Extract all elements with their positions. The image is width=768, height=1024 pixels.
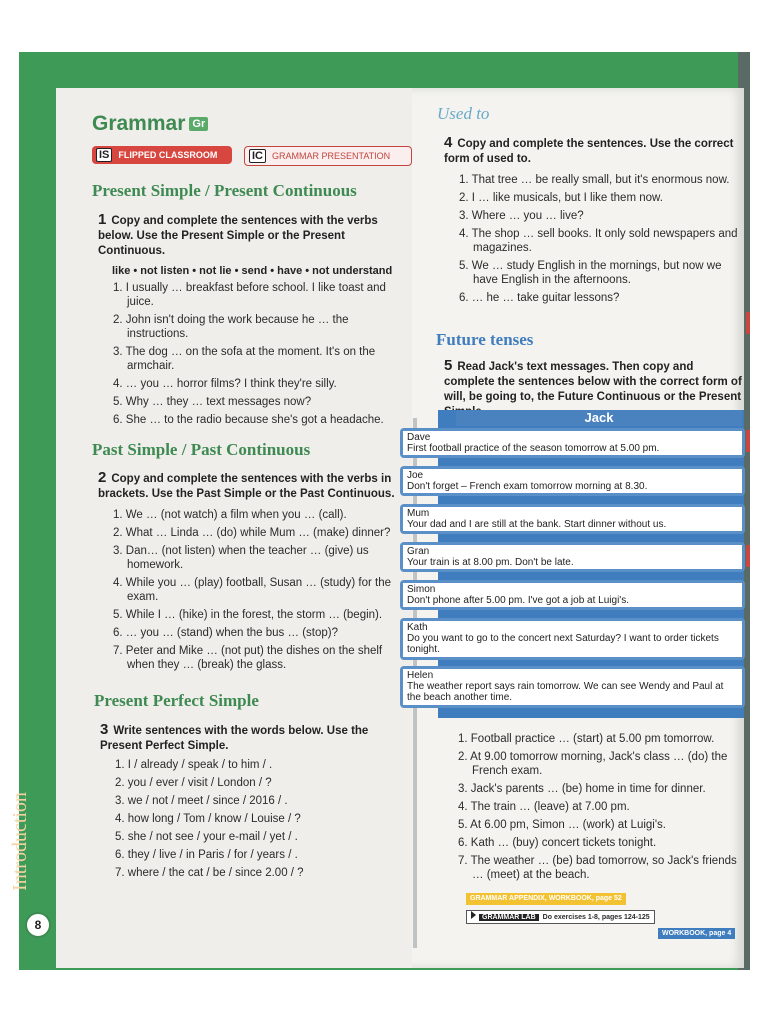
- exercise-number: 2: [98, 469, 107, 486]
- list-item: 1. That tree … be really small, but it's enormous now.: [459, 174, 730, 186]
- jack-header: Jack: [456, 410, 742, 426]
- message-text: Don't forget – French exam tomorrow morning at 8.30.: [407, 481, 648, 492]
- list-item: 5. We … study English in the mornings, but now we have English in the afternoons.: [459, 260, 722, 286]
- grammar-appendix-banner: GRAMMAR APPENDIX, WORKBOOK, page 52: [466, 893, 626, 905]
- grammar-badge: Gr: [189, 117, 208, 131]
- section-heading-used-to: Used to: [437, 104, 490, 123]
- grammar-lab-text: Do exercises 1-8, pages 124-125: [542, 914, 650, 921]
- list-item: 1. I usually … breakfast before school. I like toast and juice.: [113, 282, 386, 308]
- page-number: 8: [25, 912, 51, 938]
- message-card: [400, 428, 745, 458]
- list-item: 6. Kath … (buy) concert tickets tonight.: [458, 837, 657, 849]
- list-item: 3. The dog … on the sofa at the moment. It's on the armchair.: [113, 346, 376, 372]
- list-item: 2. What … Linda … (do) while Mum … (make) dinner?: [113, 527, 391, 539]
- list-item: 4. While you … (play) football, Susan … (study) for the exam.: [113, 577, 392, 603]
- section-heading-present: Present Simple / Present Continuous: [92, 181, 357, 200]
- exercise-5-sentences: [458, 732, 744, 886]
- list-item: 7. The weather … (be) bad tomorrow, so Jack's friends … (meet) at the beach.: [458, 855, 737, 881]
- exercise-1-list: [113, 281, 398, 427]
- message-card: [400, 466, 745, 496]
- exercise-4-text: Copy and complete the sentences. Use the correct form of used to.: [444, 138, 734, 165]
- list-item: 1. We … (not watch) a film when you … (call).: [113, 509, 347, 521]
- message-sender: Mum: [407, 508, 430, 519]
- grammar-lab-banner: [466, 910, 655, 924]
- message-text: First football practice of the season tomorrow at 5.00 pm.: [407, 443, 660, 454]
- grammar-lab-label: GRAMMAR LAB: [479, 914, 539, 921]
- list-item: 7. Peter and Mike … (not put) the dishes on the shelf when they … (break) the glass.: [113, 645, 383, 671]
- workbook-banner: WORKBOOK, page 4: [658, 928, 735, 939]
- flipped-classroom-tag: [92, 146, 232, 164]
- exercise-3-text: Write sentences with the words below. Use the Present Perfect Simple.: [100, 725, 369, 752]
- message-text: Your train is at 8.00 pm. Don't be late.: [407, 557, 574, 568]
- exercise-2-instructions: [98, 470, 398, 502]
- list-item: 6. … you … (stand) when the bus … (stop)?: [113, 627, 338, 639]
- list-item: 3. we / not / meet / since / 2016 / .: [115, 795, 288, 807]
- exercise-1: [98, 212, 398, 431]
- list-item: 3. Jack's parents … (be) home in time for dinner.: [458, 783, 706, 795]
- list-item: 5. At 6.00 pm, Simon … (work) at Luigi's.: [458, 819, 666, 831]
- list-item: 3. Dan… (not listen) when the teacher … (give) us homework.: [113, 545, 369, 571]
- list-item: 5. While I … (hike) in the forest, the storm … (begin).: [113, 609, 383, 621]
- list-item: 6. … he … take guitar lessons?: [459, 292, 620, 304]
- message-sender: Gran: [407, 546, 430, 557]
- list-item: 2. I … like musicals, but I like them now.: [459, 192, 663, 204]
- list-item: 5. she / not see / your e-mail / yet / .: [115, 831, 298, 843]
- grammar-presentation-tag: [244, 146, 412, 166]
- page-edge-marker: [746, 545, 750, 567]
- exercise-2-list: [113, 508, 398, 672]
- message-text: Your dad and I are still at the bank. Start dinner without us.: [407, 519, 667, 530]
- grammar-title: Grammar: [92, 112, 186, 135]
- message-card: [400, 542, 745, 572]
- list-item: 4. how long / Tom / know / Louise / ?: [115, 813, 301, 825]
- introduction-side-label: [8, 775, 50, 915]
- message-text: Don't phone after 5.00 pm. I've got a job at Luigi's.: [407, 595, 629, 606]
- exercise-2: [98, 470, 398, 676]
- exercise-3-instructions: [100, 722, 400, 754]
- exercise-number: 3: [100, 721, 109, 738]
- list-item: 4. The train … (leave) at 7.00 pm.: [458, 801, 630, 813]
- message-card: [400, 666, 745, 708]
- message-text: The weather report says rain tomorrow. We can see Wendy and Paul at the beach another time.: [407, 681, 724, 703]
- exercise-1-instructions: [98, 212, 398, 259]
- list-item: 4. … you … horror films? I think they're silly.: [113, 378, 337, 390]
- introduction-text: Introduction: [8, 792, 31, 891]
- is-box: IS: [96, 148, 112, 162]
- page-edge-marker: [746, 312, 750, 334]
- message-card: [400, 504, 745, 534]
- exercise-5-text: Read Jack's text messages. Then copy and complete the sentences below with the correct form of will, be going to, the Future Continuous or the Present: [444, 361, 742, 403]
- exercise-4-instructions: [444, 135, 744, 167]
- message-card: [400, 580, 745, 610]
- grammar-presentation-label: GRAMMAR PRESENTATION: [272, 151, 391, 161]
- exercise-4: [444, 135, 744, 309]
- list-item: 2. you / ever / visit / London / ?: [115, 777, 272, 789]
- page-title: [92, 112, 208, 136]
- exercise-number: 1: [98, 211, 107, 228]
- list-item: 1. I / already / speak / to him / .: [115, 759, 273, 771]
- message-card: [400, 618, 745, 660]
- exercise-3: [100, 722, 400, 884]
- list-item: 5. Why … they … text messages now?: [113, 396, 312, 408]
- list-item: 2. John isn't doing the work because he … the instructions.: [113, 314, 349, 340]
- exercise-2-text: Copy and complete the sentences with the verbs in brackets. Use the Past Simple or the Past Continuous.: [98, 473, 395, 500]
- word-box: like • not listen • not lie • send • have • not understand: [112, 265, 393, 277]
- message-sender: Simon: [407, 584, 436, 595]
- list-item: 6. they / live / in Paris / for / years / .: [115, 849, 298, 861]
- list-item: 6. She … to the radio because she's got a headache.: [113, 414, 384, 426]
- exercise-3-list: [115, 758, 400, 880]
- exercise-number: 4: [444, 134, 453, 151]
- exercise-5-list: [458, 732, 744, 882]
- list-item: 3. Where … you … live?: [459, 210, 584, 222]
- message-sender: Joe: [407, 470, 424, 481]
- ic-box: IC: [249, 149, 266, 163]
- message-sender: Dave: [407, 432, 431, 443]
- list-item: 1. Football practice … (start) at 5.00 pm tomorrow.: [458, 733, 715, 745]
- list-item: 7. where / the cat / be / since 2.00 / ?: [115, 867, 304, 879]
- list-item: 4. The shop … sell books. It only sold newspapers and magazines.: [459, 228, 738, 254]
- flipped-classroom-label: FLIPPED CLASSROOM: [118, 150, 218, 160]
- exercise-4-list: [459, 173, 744, 305]
- message-text: Do you want to go to the concert next Saturday? I want to order tickets tonight.: [407, 633, 719, 655]
- exercise-1-text: Copy and complete the sentences with the verbs below. Use the Present Simple or the Present Continuous.: [98, 215, 378, 257]
- list-item: 2. At 9.00 tomorrow morning, Jack's class … (do) the French exam.: [458, 751, 728, 777]
- message-sender: Helen: [407, 670, 434, 681]
- message-sender: Kath: [407, 622, 428, 633]
- play-icon: [471, 911, 476, 919]
- exercise-number: 5: [444, 357, 453, 374]
- section-heading-perfect: Present Perfect Simple: [94, 691, 259, 710]
- section-heading-future: Future tenses: [436, 330, 534, 349]
- page-edge-marker: [746, 430, 750, 452]
- section-heading-past: Past Simple / Past Continuous: [92, 440, 311, 459]
